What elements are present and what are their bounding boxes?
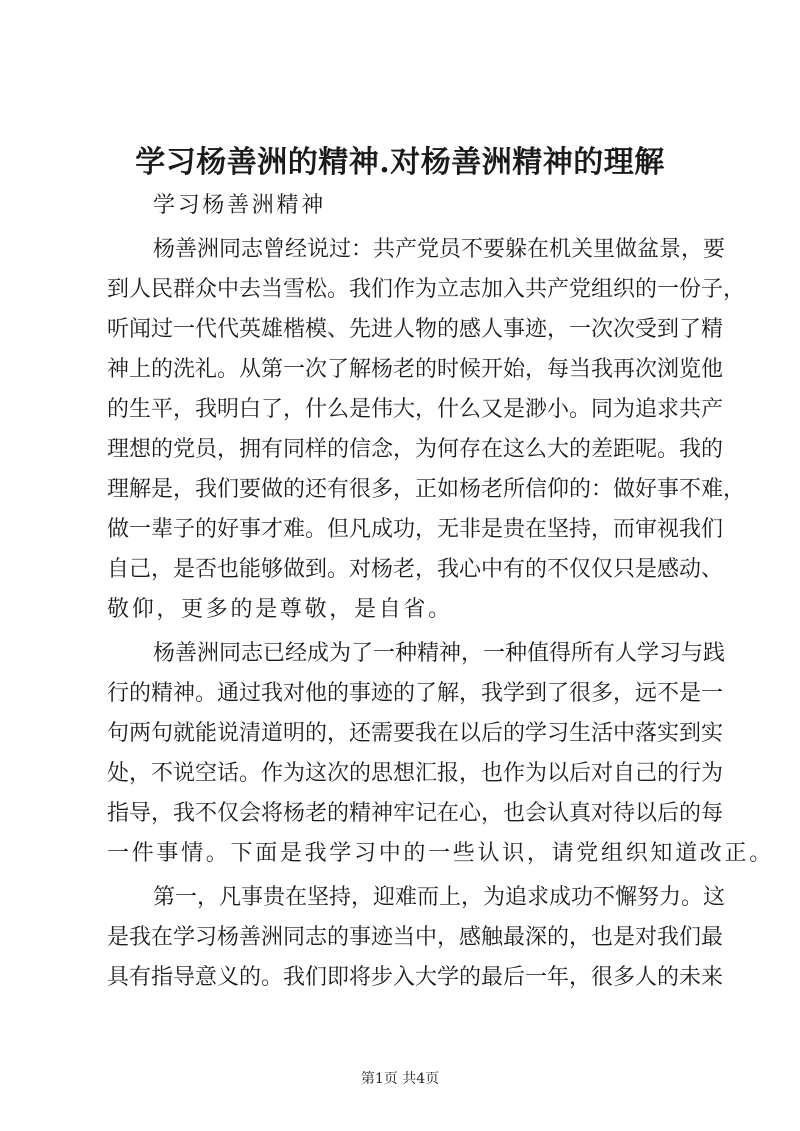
paragraph-line: 理解是，我们要做的还有很多，正如杨老所信仰的：做好事不难， [107,477,746,502]
document-body [107,186,774,998]
document-title: 学习杨善洲的精神.对杨善洲精神的理解 [135,145,665,180]
paragraph-line: 处，不说空话。作为这次的思想汇报，也作为以后对自己的行为 [107,761,724,786]
paragraph-line: 敬仰，更多的是尊敬，是自省。 [107,597,453,622]
paragraph-line: 听闻过一代代英雄楷模、先进人物的感人事迹，一次次受到了精 [107,317,724,342]
paragraph-line: 杨善洲同志已经成为了一种精神，一种值得所有人学习与践 [153,641,726,666]
paragraph [107,878,726,998]
paragraph-line: 具有指导意义的。我们即将步入大学的最后一年，很多人的未来 [107,965,724,990]
paragraph-line: 句两句就能说清道明的，还需要我在以后的学习生活中落实到实 [107,721,724,746]
paragraph-line: 是我在学习杨善洲同志的事迹当中，感触最深的，也是对我们最 [107,925,724,950]
paragraph-line: 做一辈子的好事才难。但凡成功，无非是贵在坚持，而审视我们 [107,517,724,542]
paragraph-line: 到人民群众中去当雪松。我们作为立志加入共产党组织的一份子， [107,277,746,302]
paragraph-line: 自己，是否也能够做到。对杨老，我心中有的不仅仅只是感动、 [107,557,724,582]
paragraph [107,634,774,874]
paragraph [107,230,746,630]
document-subtitle: 学习杨善洲精神 [153,193,326,218]
paragraph-line: 一件事情。下面是我学习中的一些认识，请党组织知道改正。 [107,841,774,866]
paragraph-line: 神上的洗礼。从第一次了解杨老的时候开始，每当我再次浏览他 [107,357,724,382]
paragraph-line: 行的精神。通过我对他的事迹的了解，我学到了很多，远不是一 [107,681,724,706]
paragraph-line: 杨善洲同志曾经说过：共产党员不要躲在机关里做盆景，要 [153,237,726,262]
paragraph-line: 理想的党员，拥有同样的信念，为何存在这么大的差距呢。我的 [107,437,724,462]
paragraph-line: 的生平，我明白了，什么是伟大，什么又是渺小。同为追求共产 [107,397,724,422]
page-footer: 第1页 共4页 [360,1071,440,1087]
paragraph-line: 指导，我不仅会将杨老的精神牢记在心，也会认真对待以后的每 [107,801,724,826]
paragraph-line: 第一，凡事贵在坚持，迎难而上，为追求成功不懈努力。这 [153,885,726,910]
